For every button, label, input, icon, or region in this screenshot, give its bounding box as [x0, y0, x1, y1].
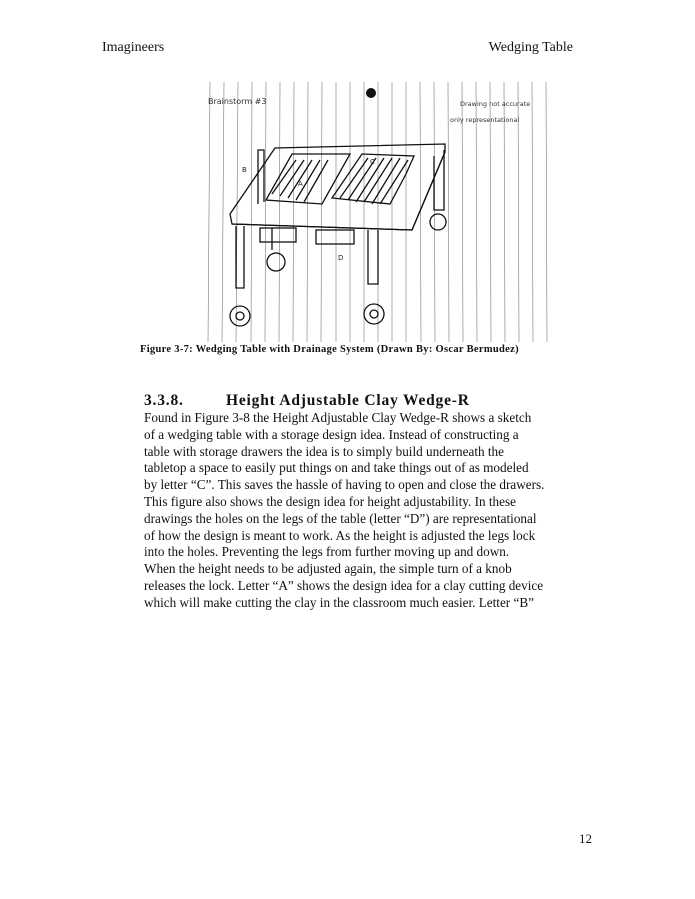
- table-drawing: [230, 144, 446, 326]
- paragraph-line: When the height needs to be adjusted again, the simple turn of a knob: [144, 561, 512, 577]
- punch-hole: [366, 88, 376, 98]
- paragraph-line: table with storage drawers the idea is to simply build underneath the: [144, 443, 504, 459]
- paragraph-line: by letter “C”. This saves the hassle of having to open and close the drawers.: [144, 477, 545, 493]
- paragraph-line: Found in Figure 3-8 the Height Adjustable Clay Wedge-R shows a sketch: [144, 410, 532, 425]
- paragraph-line: of how the design is meant to work. As the height is adjusted the legs lock: [144, 527, 536, 543]
- paragraph-line: tabletop a space to easily put things on and take things out of as modeled: [144, 460, 529, 476]
- label-d: D: [338, 254, 344, 262]
- paragraph-line: which will make cutting the clay in the classroom much easier. Letter “B”: [144, 594, 535, 610]
- sketch-note-accuracy-2: only representational: [450, 116, 520, 124]
- paragraph-line: releases the lock. Letter “A” shows the design idea for a clay cutting device: [144, 577, 544, 593]
- wedging-table-sketch: [200, 80, 560, 342]
- section-heading: [144, 392, 470, 410]
- section-number: 3.3.8.: [144, 392, 184, 409]
- running-header-left: Imagineers: [102, 40, 165, 55]
- label-c: C: [370, 158, 375, 166]
- label-a: A: [298, 180, 303, 188]
- sketch-letters: [242, 158, 375, 262]
- running-header-right: Wedging Table: [488, 40, 573, 55]
- figure-caption: Figure 3-7: Wedging Table with Drainage System (Drawn By: Oscar Bermudez): [140, 344, 519, 355]
- paragraph-line: drawings the holes on the legs of the table (letter “D”) are representational: [144, 510, 537, 526]
- label-b: B: [242, 166, 247, 174]
- paragraph-line: into the holes. Preventing the legs from further moving up and down.: [144, 544, 510, 560]
- paragraph-line: of a wedging table with a storage design idea. Instead of constructing a: [144, 426, 519, 442]
- section-title: Height Adjustable Clay Wedge-R: [226, 392, 470, 409]
- body-paragraph: [144, 410, 594, 612]
- page-number: 12: [579, 831, 592, 846]
- sketch-note-brainstorm: Brainstorm #3: [208, 97, 267, 106]
- paragraph-line: This figure also shows the design idea for height adjustability. In these: [144, 493, 516, 509]
- sketch-note-accuracy-1: Drawing not accurate: [460, 100, 531, 108]
